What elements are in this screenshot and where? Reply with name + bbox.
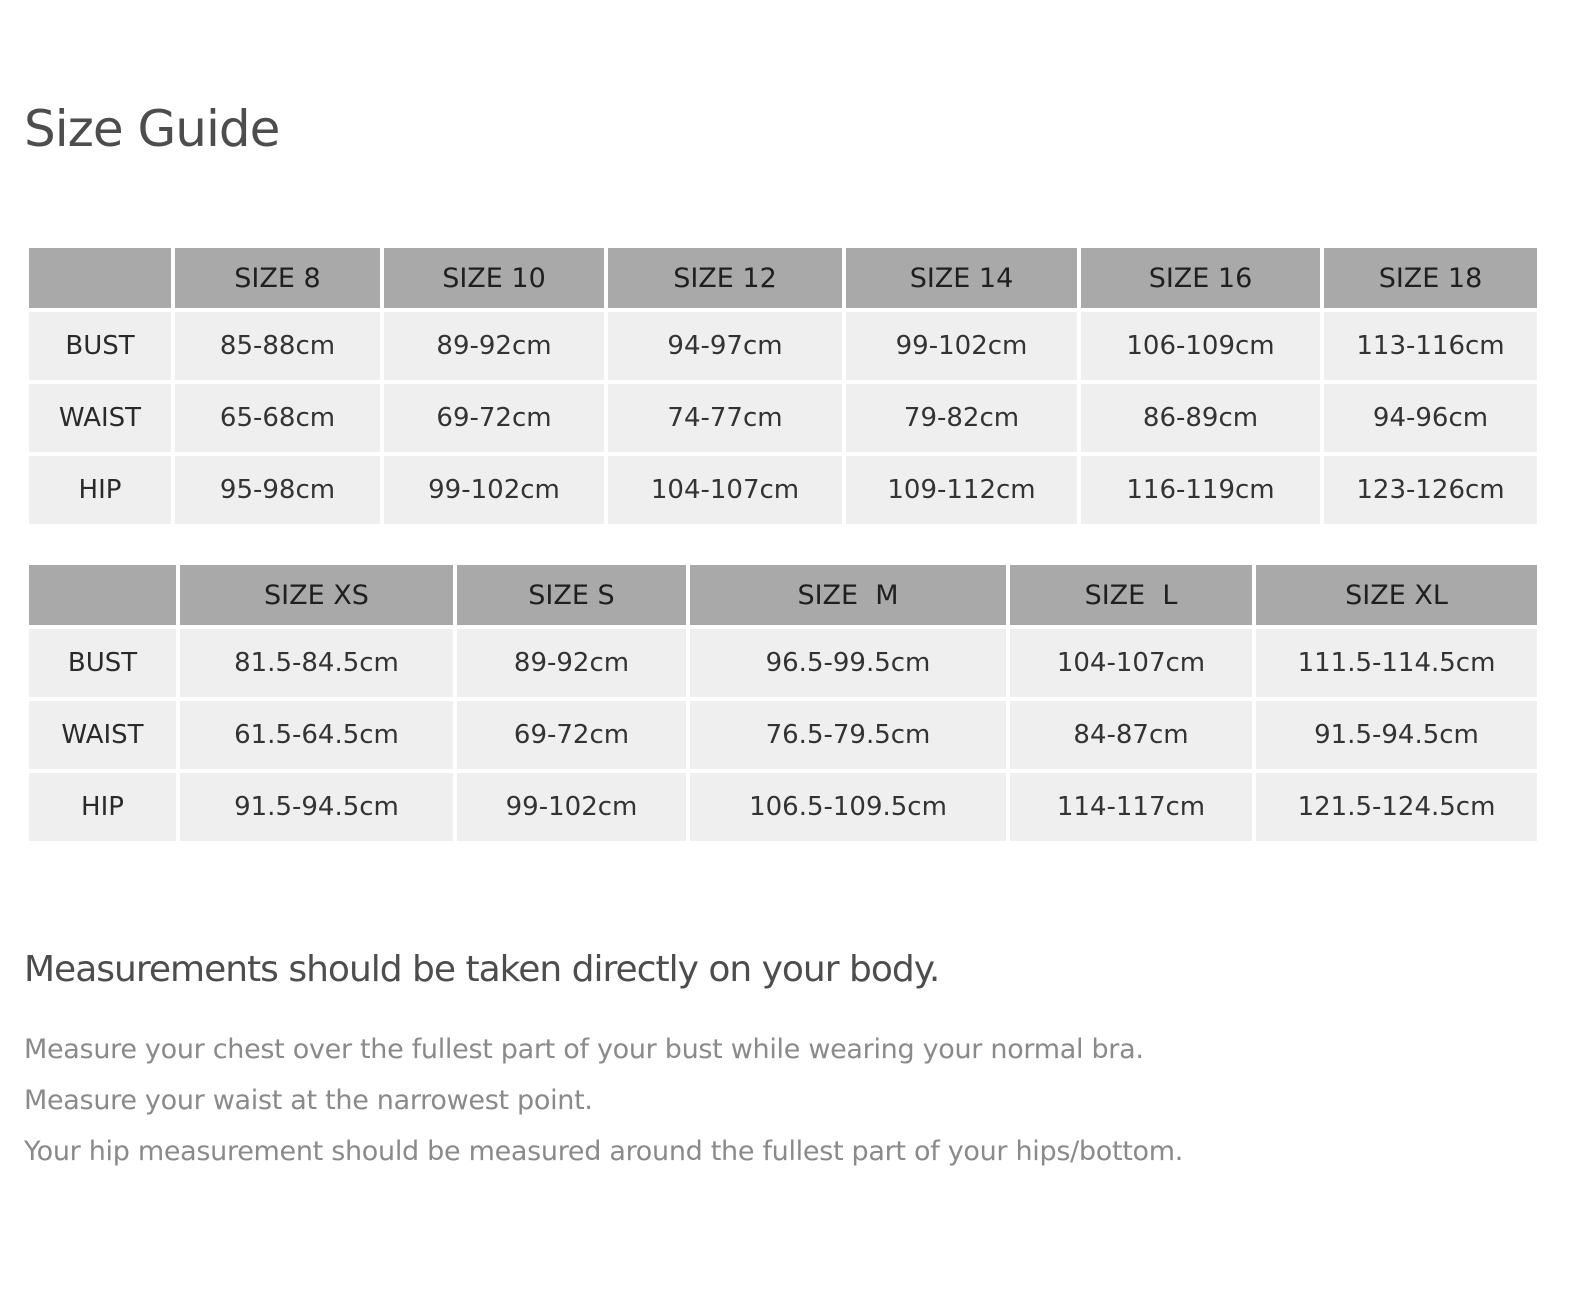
table-row-bust — [29, 312, 1537, 380]
row-label-hip: HIP — [29, 456, 171, 524]
table-cell: 99-102cm — [384, 456, 604, 524]
column-header-size-xl: SIZE XL — [1256, 565, 1537, 625]
table-cell: 114-117cm — [1010, 773, 1252, 841]
table-cell: 106.5-109.5cm — [690, 773, 1006, 841]
table-cell: 121.5-124.5cm — [1256, 773, 1537, 841]
row-label-hip: HIP — [29, 773, 176, 841]
table-cell: 65-68cm — [175, 384, 380, 452]
table-cell: 84-87cm — [1010, 701, 1252, 769]
table-cell: 96.5-99.5cm — [690, 629, 1006, 697]
table-header-row — [29, 248, 1537, 308]
table-cell: 81.5-84.5cm — [180, 629, 453, 697]
row-label-waist: WAIST — [29, 701, 176, 769]
table-row-waist — [29, 384, 1537, 452]
table-row-hip — [29, 456, 1537, 524]
table-cell: 94-97cm — [608, 312, 842, 380]
table-cell: 61.5-64.5cm — [180, 701, 453, 769]
table-corner-cell — [29, 248, 171, 308]
size-chart-letter — [25, 561, 1541, 845]
table-row-hip — [29, 773, 1537, 841]
table-cell: 104-107cm — [1010, 629, 1252, 697]
column-header-size-xs: SIZE XS — [180, 565, 453, 625]
table-cell: 116-119cm — [1081, 456, 1320, 524]
table-cell: 69-72cm — [384, 384, 604, 452]
column-header-size-16: SIZE 16 — [1081, 248, 1320, 308]
table-cell: 109-112cm — [846, 456, 1077, 524]
table-cell: 99-102cm — [457, 773, 686, 841]
measurements-heading: Measurements should be taken directly on your body. — [24, 949, 940, 990]
table-cell: 104-107cm — [608, 456, 842, 524]
column-header-size-12: SIZE 12 — [608, 248, 842, 308]
size-chart-numeric — [25, 244, 1541, 528]
column-header-size-10: SIZE 10 — [384, 248, 604, 308]
column-header-size-14: SIZE 14 — [846, 248, 1077, 308]
table-cell: 123-126cm — [1324, 456, 1537, 524]
row-label-waist: WAIST — [29, 384, 171, 452]
table-cell: 95-98cm — [175, 456, 380, 524]
table-cell: 89-92cm — [457, 629, 686, 697]
table-cell: 69-72cm — [457, 701, 686, 769]
table-row-bust — [29, 629, 1537, 697]
table-cell: 89-92cm — [384, 312, 604, 380]
column-header-size-m: SIZE M — [690, 565, 1006, 625]
table-cell: 94-96cm — [1324, 384, 1537, 452]
table-corner-cell — [29, 565, 176, 625]
table-cell: 91.5-94.5cm — [180, 773, 453, 841]
column-header-size-l: SIZE L — [1010, 565, 1252, 625]
measurement-instructions — [24, 1024, 1183, 1177]
table-cell: 113-116cm — [1324, 312, 1537, 380]
table-cell: 99-102cm — [846, 312, 1077, 380]
table-cell: 86-89cm — [1081, 384, 1320, 452]
row-label-bust: BUST — [29, 629, 176, 697]
column-header-size-s: SIZE S — [457, 565, 686, 625]
page-title: Size Guide — [24, 100, 280, 158]
table-cell: 111.5-114.5cm — [1256, 629, 1537, 697]
table-cell: 76.5-79.5cm — [690, 701, 1006, 769]
table-row-waist — [29, 701, 1537, 769]
table-cell: 85-88cm — [175, 312, 380, 380]
table-header-row — [29, 565, 1537, 625]
table-cell: 91.5-94.5cm — [1256, 701, 1537, 769]
instruction-hip: Your hip measurement should be measured around the fullest part of your hips/bottom. — [24, 1136, 1184, 1167]
column-header-size-8: SIZE 8 — [175, 248, 380, 308]
column-header-size-18: SIZE 18 — [1324, 248, 1537, 308]
table-cell: 74-77cm — [608, 384, 842, 452]
row-label-bust: BUST — [29, 312, 171, 380]
table-cell: 106-109cm — [1081, 312, 1320, 380]
instruction-bust: Measure your chest over the fullest part of your bust while wearing your normal bra. — [24, 1034, 1144, 1065]
table-cell: 79-82cm — [846, 384, 1077, 452]
instruction-waist: Measure your waist at the narrowest point. — [24, 1085, 593, 1116]
